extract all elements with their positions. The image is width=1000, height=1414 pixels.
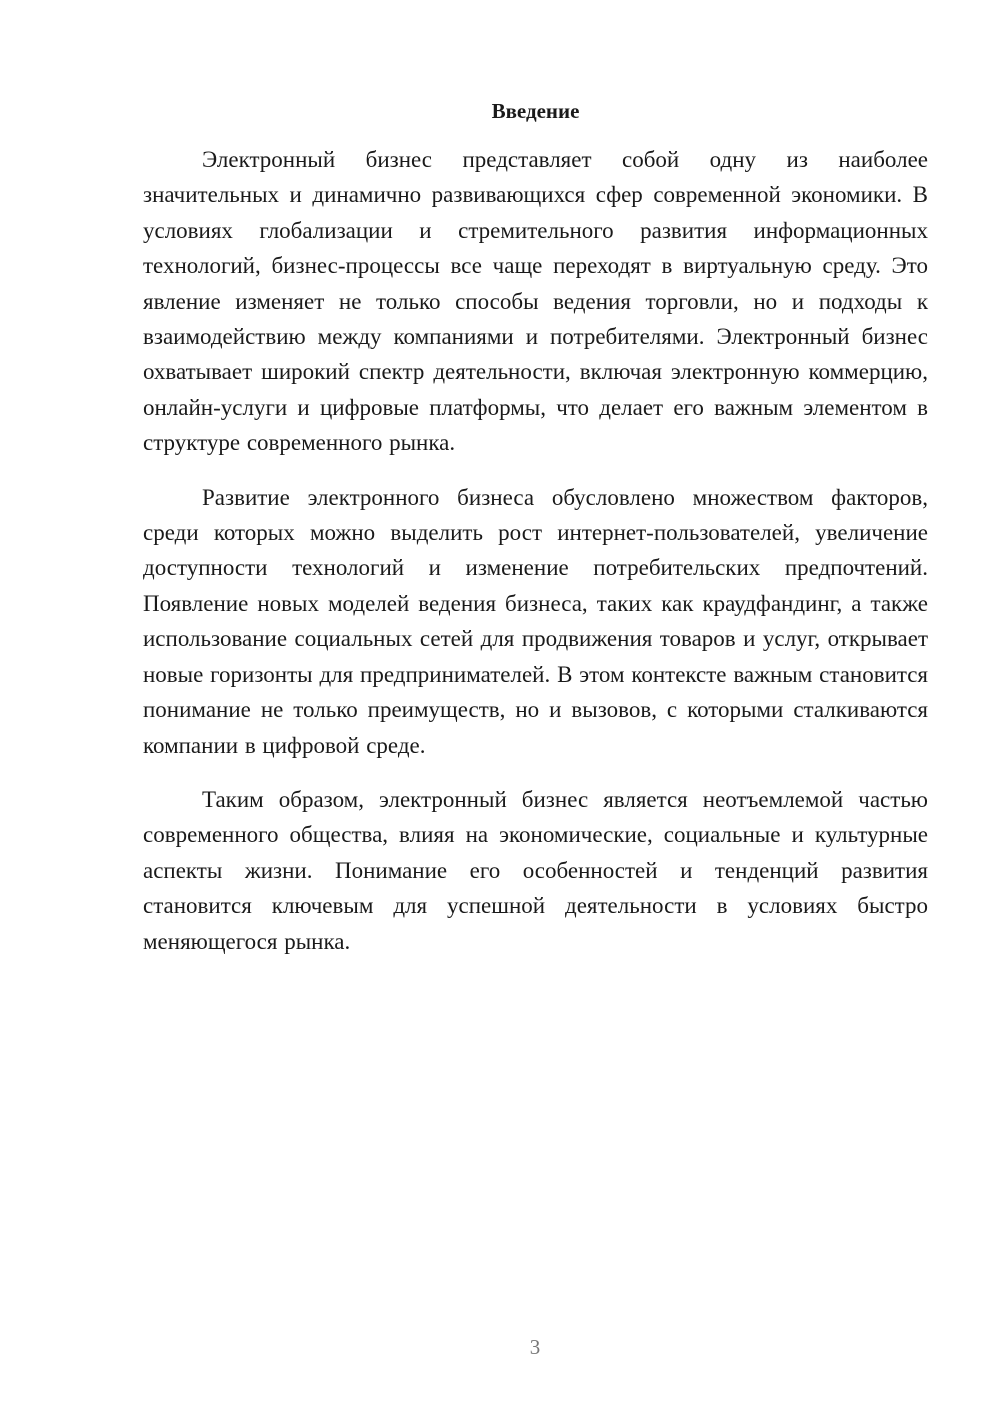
page-number: 3 <box>529 1335 541 1359</box>
paragraph-2: Развитие электронного бизнеса обусловлено множеством факторов, среди которых можно выделить рост интернет-пользователей, увеличение доступности технологий и изменение потребительских предпочтений. Появление новых моделей ведения бизнеса, таких как краудфандинг, а также использование социальных сетей для продвижения товаров и услуг, открывает новые горизонты для предпринимателей. В этом контексте важным становится понимание не только преимуществ, но и вызовов, с которыми сталкиваются компании в цифровой среде. <box>143 484 928 758</box>
paragraph-3: Таким образом, электронный бизнес является неотъемлемой частью современного общества, влияя на экономические, социальные и культурные аспекты жизни. Понимание его особенностей и тенденций развития становится ключевым для успешной деятельности в условиях быстро меняющегося рынка. <box>143 786 928 954</box>
section-heading: Введение <box>491 99 580 123</box>
paragraph-1: Электронный бизнес представляет собой одну из наиболее значительных и динамично развивающихся сфер современной экономики. В условиях глобализации и стремительного развития информационных технологий, бизнес-процессы все чаще переходят в виртуальную среду. Это явление изменяет не только способы ведения торговли, но и подходы к взаимодействию между компаниями и потребителями. Электронный бизнес охватывает широкий спектр деятельности, включая электронную коммерцию, онлайн-услуги и цифровые платформы, что делает его важным элементом в структуре современного рынка. <box>143 147 928 456</box>
body-text <box>143 142 928 978</box>
